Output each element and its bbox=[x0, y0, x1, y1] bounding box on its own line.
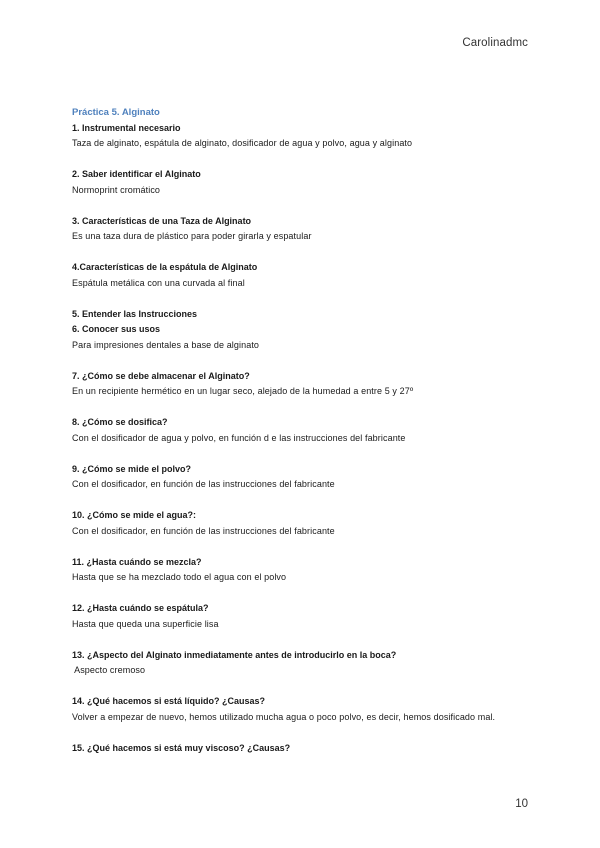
question: 8. ¿Cómo se dosifica? bbox=[72, 417, 168, 427]
qa-item-2 bbox=[72, 167, 528, 198]
qa-item-9 bbox=[72, 462, 528, 493]
question: 6. Conocer sus usos bbox=[72, 324, 161, 334]
qa-item-8 bbox=[72, 415, 528, 446]
qa-item-4 bbox=[72, 260, 528, 291]
question: 9. ¿Cómo se mide el polvo? bbox=[72, 463, 192, 474]
header-author: Carolinadmc bbox=[462, 37, 528, 49]
question: 10. ¿Cómo se mide el agua?: bbox=[72, 510, 197, 520]
document-content bbox=[72, 105, 528, 772]
question: 7. ¿Cómo se debe almacenar el Alginato? bbox=[72, 370, 250, 381]
answer: Hasta que se ha mezclado todo el agua con el polvo bbox=[72, 572, 287, 582]
answer: Es una taza dura de plástico para poder girarla y espatular bbox=[72, 231, 312, 241]
qa-item-3 bbox=[72, 214, 528, 245]
question: 1. Instrumental necesario bbox=[72, 122, 181, 133]
question: 14. ¿Qué hacemos si está líquido? ¿Causas? bbox=[72, 696, 266, 706]
question: 3. Características de una Taza de Alginato bbox=[72, 215, 252, 226]
answer: En un recipiente hermético en un lugar seco, alejado de la humedad a entre 5 y 27º bbox=[72, 386, 414, 396]
question: 11. ¿Hasta cuándo se mezcla? bbox=[72, 556, 202, 567]
answer: Espátula metálica con una curvada al final bbox=[72, 277, 245, 288]
answer: Con el dosificador de agua y polvo, en función d e las instrucciones del fabricante bbox=[72, 432, 406, 443]
qa-item-12 bbox=[72, 601, 528, 632]
question: 15. ¿Qué hacemos si está muy viscoso? ¿Causas? bbox=[72, 742, 291, 753]
qa-item-14 bbox=[72, 694, 528, 725]
answer: Con el dosificador, en función de las instrucciones del fabricante bbox=[72, 479, 335, 489]
answer: Hasta que queda una superficie lisa bbox=[72, 618, 219, 629]
qa-item-5-6 bbox=[72, 307, 528, 354]
page-number: 10 bbox=[515, 798, 528, 810]
answer: Para impresiones dentales a base de alginato bbox=[72, 339, 260, 350]
answer: Normoprint cromático bbox=[72, 184, 161, 195]
qa-item-7 bbox=[72, 369, 528, 400]
question: 12. ¿Hasta cuándo se espátula? bbox=[72, 603, 209, 613]
qa-item-11 bbox=[72, 555, 528, 586]
section-title: Práctica 5. Alginato bbox=[72, 107, 160, 118]
answer: Taza de alginato, espátula de alginato, dosificador de agua y polvo, agua y alginato bbox=[72, 138, 413, 148]
answer: Volver a empezar de nuevo, hemos utilizado mucha agua o poco polvo, es decir, hemos dosificado mal. bbox=[72, 711, 496, 722]
qa-item-15 bbox=[72, 741, 528, 757]
qa-item-13 bbox=[72, 648, 528, 679]
qa-item-10 bbox=[72, 508, 528, 539]
question: 2. Saber identificar el Alginato bbox=[72, 169, 201, 179]
answer: Aspecto cremoso bbox=[72, 665, 146, 675]
question: 4.Características de la espátula de Alginato bbox=[72, 262, 258, 272]
question: 13. ¿Aspecto del Alginato inmediatamente antes de introducirlo en la boca? bbox=[72, 649, 397, 660]
answer: Con el dosificador, en función de las instrucciones del fabricante bbox=[72, 525, 335, 536]
qa-item-1 bbox=[72, 121, 528, 152]
question: 5. Entender las Instrucciones bbox=[72, 308, 198, 319]
